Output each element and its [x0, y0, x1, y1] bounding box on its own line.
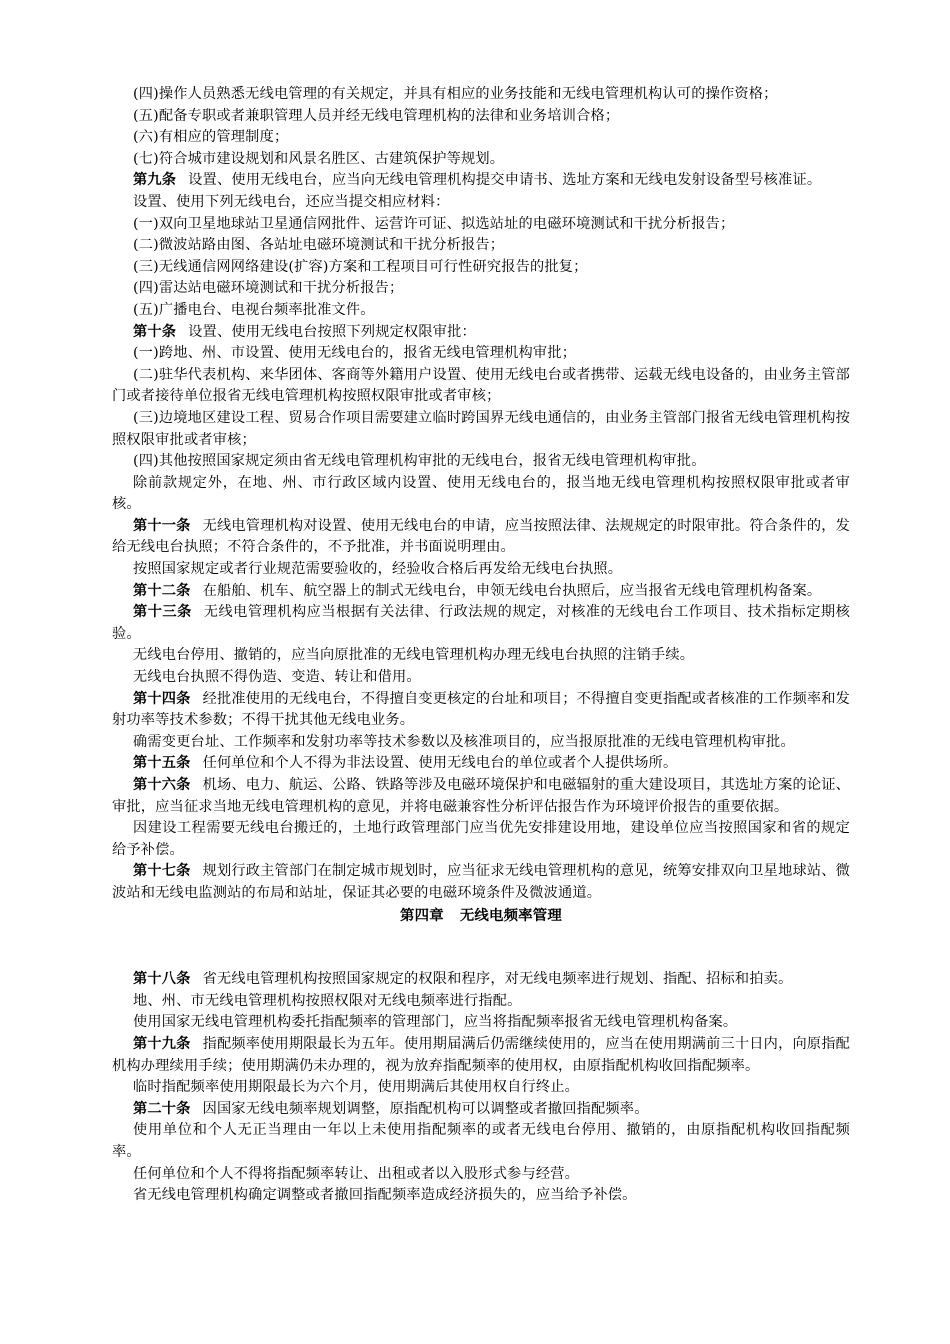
clause-paragraph	[112, 645, 850, 667]
article-paragraph	[112, 1034, 850, 1077]
article-paragraph	[112, 861, 850, 904]
paragraph-text: 按照国家规定或者行业规范需要验收的，经验收合格后再发给无线电台执照。	[133, 561, 623, 578]
paragraph-text: (五)配备专职或者兼职管理人员并经无线电管理机构的法律和业务培训合格；	[133, 107, 620, 124]
paragraph-text: (六)有相应的管理制度；	[133, 129, 289, 146]
paragraph-text: (三)边境地区建设工程、贸易合作项目需要建立临时跨国界无线电通信的，由业务主管部门报省无线电管理机构按照权限审批或者审核；	[112, 409, 850, 448]
clause-paragraph	[112, 732, 850, 754]
clause-paragraph	[112, 127, 850, 149]
paragraph-text: 确需变更台址、工作频率和发射功率等技术参数以及核准项目的，应当报原批准的无线电管理机构审批。	[133, 733, 795, 750]
article-block-1	[112, 84, 850, 905]
paragraph-text: 任何单位和个人不得将指配频率转让、出租或者以入股形式参与经营。	[133, 1165, 580, 1182]
article-number: 第二十条	[133, 1100, 191, 1117]
paragraph-text: 指配频率使用期限最长为五年。使用期届满后仍需继续使用的，应当在使用期满前三十日内，向原指配机构办理续用手续；使用期满仍未办理的，视为放弃指配频率的使用权，由原指配机构收回指配频率。	[112, 1035, 851, 1074]
paragraph-text: 无线电管理机构对设置、使用无线电台的申请，应当按照法律、法规规定的时限审批。符合条件的，发给无线电台执照；不符合条件的，不予批准，并书面说明理由。	[112, 517, 851, 556]
article-number: 第十八条	[133, 971, 191, 988]
article-paragraph	[112, 689, 850, 732]
paragraph-text: 在船舶、机车、航空器上的制式无线电台，申领无线电台执照后，应当报省无线电管理机构备案。	[202, 582, 822, 599]
paragraph-text: 设置、使用下列无线电台，还应当提交相应材料：	[133, 193, 450, 210]
article-number: 第九条	[133, 172, 177, 189]
article-paragraph	[112, 170, 850, 192]
clause-paragraph	[112, 365, 850, 408]
clause-paragraph	[112, 1164, 850, 1186]
paragraph-text: 因建设工程需要无线电台搬迁的，土地行政管理部门应当优先安排建设用地，建设单位应当按照国家和省的规定给予补偿。	[112, 820, 850, 858]
clause-paragraph	[112, 1077, 850, 1099]
clause-paragraph	[112, 149, 850, 171]
clause-paragraph	[112, 473, 850, 516]
clause-paragraph	[112, 235, 850, 257]
paragraph-text: 除前款规定外，在地、州、市行政区域内设置、使用无线电台的，报当地无线电管理机构按照权限审批或者审核。	[112, 474, 850, 513]
article-number: 第十六条	[133, 777, 191, 793]
clause-paragraph	[112, 278, 850, 300]
article-number: 第十五条	[133, 755, 191, 772]
document-page	[112, 84, 850, 1207]
clause-paragraph	[112, 451, 850, 473]
paragraph-text: 设置、使用无线电台按照下列规定权限审批：	[188, 323, 476, 340]
paragraph-text: 设置、使用无线电台，应当向无线电管理机构提交申请书、选址方案和无线电发射设备型号核准证。	[188, 172, 822, 189]
article-paragraph	[112, 1099, 850, 1121]
paragraph-text: 无线电台停用、撤销的，应当向原批准的无线电管理机构办理无线电台执照的注销手续。	[133, 647, 695, 664]
clause-paragraph	[112, 559, 850, 581]
chapter-number: 第四章	[400, 906, 444, 924]
paragraph-text: 无线电管理机构应当根据有关法律、行政法规的规定，对核准的无线电台工作项目、技术指标定期核验。	[112, 604, 850, 642]
article-paragraph	[112, 581, 850, 603]
paragraph-text: (五)广播电台、电视台频率批准文件。	[133, 301, 375, 318]
clause-paragraph	[112, 300, 850, 322]
article-number: 第十一条	[133, 517, 191, 534]
article-number: 第十二条	[133, 582, 191, 599]
article-paragraph	[112, 602, 850, 645]
clause-paragraph	[112, 1185, 850, 1207]
article-number: 第十七条	[133, 863, 191, 880]
article-number: 第十四条	[133, 690, 191, 707]
clause-paragraph	[112, 84, 850, 106]
paragraph-text: (四)操作人员熟悉无线电管理的有关规定，并具有相应的业务技能和无线电管理机构认可的操作资格；	[133, 86, 778, 102]
clause-paragraph	[112, 991, 850, 1013]
chapter-title: 无线电频率管理	[459, 906, 562, 924]
article-number: 第十三条	[133, 604, 192, 621]
paragraph-text: (一)双向卫星地球站卫星通信网批件、运营许可证、拟选站址的电磁环境测试和干扰分析报告；	[133, 215, 735, 232]
paragraph-text: 因国家无线电频率规划调整，原指配机构可以调整或者撤回指配频率。	[202, 1100, 649, 1117]
clause-paragraph	[112, 1012, 850, 1034]
paragraph-text: 省无线电管理机构按照国家规定的权限和程序，对无线电频率进行规划、指配、招标和拍卖。	[202, 971, 793, 988]
paragraph-text: (二)微波站路由图、各站址电磁环境测试和干扰分析报告；	[133, 237, 505, 254]
paragraph-text: 任何单位和个人不得为非法设置、使用无线电台的单位或者个人提供场所。	[202, 755, 678, 772]
paragraph-text: 使用单位和个人无正当理由一年以上未使用指配频率的或者无线电台停用、撤销的，由原指配机构收回指配频率。	[112, 1122, 850, 1160]
paragraph-text: 机场、电力、航运、公路、铁路等涉及电磁环境保护和电磁辐射的重大建设项目，其选址方案的论证、审批，应当征求当地无线电管理机构的意见，并将电磁兼容性分析评估报告作为环境评价报告的重要依据。	[112, 777, 851, 815]
clause-paragraph	[112, 343, 850, 365]
clause-paragraph	[112, 1120, 850, 1163]
clause-paragraph	[112, 667, 850, 689]
article-paragraph	[112, 775, 850, 818]
paragraph-text: (一)跨地、州、市设置、使用无线电台的，报省无线电管理机构审批；	[133, 345, 577, 362]
chapter-heading	[112, 905, 850, 927]
article-block-2	[112, 969, 850, 1207]
clause-paragraph	[112, 192, 850, 214]
paragraph-text: 规划行政主管部门在制定城市规划时，应当征求无线电管理机构的意见，统筹安排双向卫星地球站、微波站和无线电监测站的布局和站址，保证其必要的电磁环境条件及微波通道。	[112, 863, 851, 901]
clause-paragraph	[112, 257, 850, 279]
article-paragraph	[112, 516, 850, 559]
paragraph-text: (四)其他按照国家规定须由省无线电管理机构审批的无线电台，报省无线电管理机构审批。	[133, 453, 706, 470]
clause-paragraph	[112, 106, 850, 128]
clause-paragraph	[112, 214, 850, 236]
article-number: 第十九条	[133, 1035, 191, 1052]
article-paragraph	[112, 322, 850, 344]
paragraph-text: 省无线电管理机构确定调整或者撤回指配频率造成经济损失的，应当给予补偿。	[133, 1187, 637, 1204]
clause-paragraph	[112, 818, 850, 861]
paragraph-text: 地、州、市无线电管理机构按照权限对无线电频率进行指配。	[133, 992, 522, 1009]
paragraph-text: 无线电台执照不得伪造、变造、转让和借用。	[133, 669, 421, 686]
chapter-spacer	[112, 926, 850, 969]
paragraph-text: (四)雷达站电磁环境测试和干扰分析报告；	[133, 280, 404, 297]
paragraph-text: (二)驻华代表机构、来华团体、客商等外籍用户设置、使用无线电台或者携带、运载无线电设备的，由业务主管部门或者接待单位报省无线电管理机构按照权限审批或者审核；	[112, 366, 850, 405]
paragraph-text: 经批准使用的无线电台，不得擅自变更核定的台址和项目；不得擅自变更指配或者核准的工作频率和发射功率等技术参数；不得干扰其他无线电业务。	[112, 690, 851, 729]
paragraph-text: (七)符合城市建设规划和风景名胜区、古建筑保护等规划。	[133, 150, 505, 167]
article-number: 第十条	[133, 323, 177, 340]
clause-paragraph	[112, 408, 850, 451]
article-paragraph	[112, 969, 850, 991]
paragraph-text: (三)无线通信网网络建设(扩容)方案和工程项目可行性研究报告的批复；	[133, 258, 588, 275]
paragraph-text: 使用国家无线电管理机构委托指配频率的管理部门，应当将指配频率报省无线电管理机构备案。	[133, 1014, 738, 1031]
paragraph-text: 临时指配频率使用期限最长为六个月，使用期满后其使用权自行终止。	[133, 1079, 580, 1096]
article-paragraph	[112, 753, 850, 775]
